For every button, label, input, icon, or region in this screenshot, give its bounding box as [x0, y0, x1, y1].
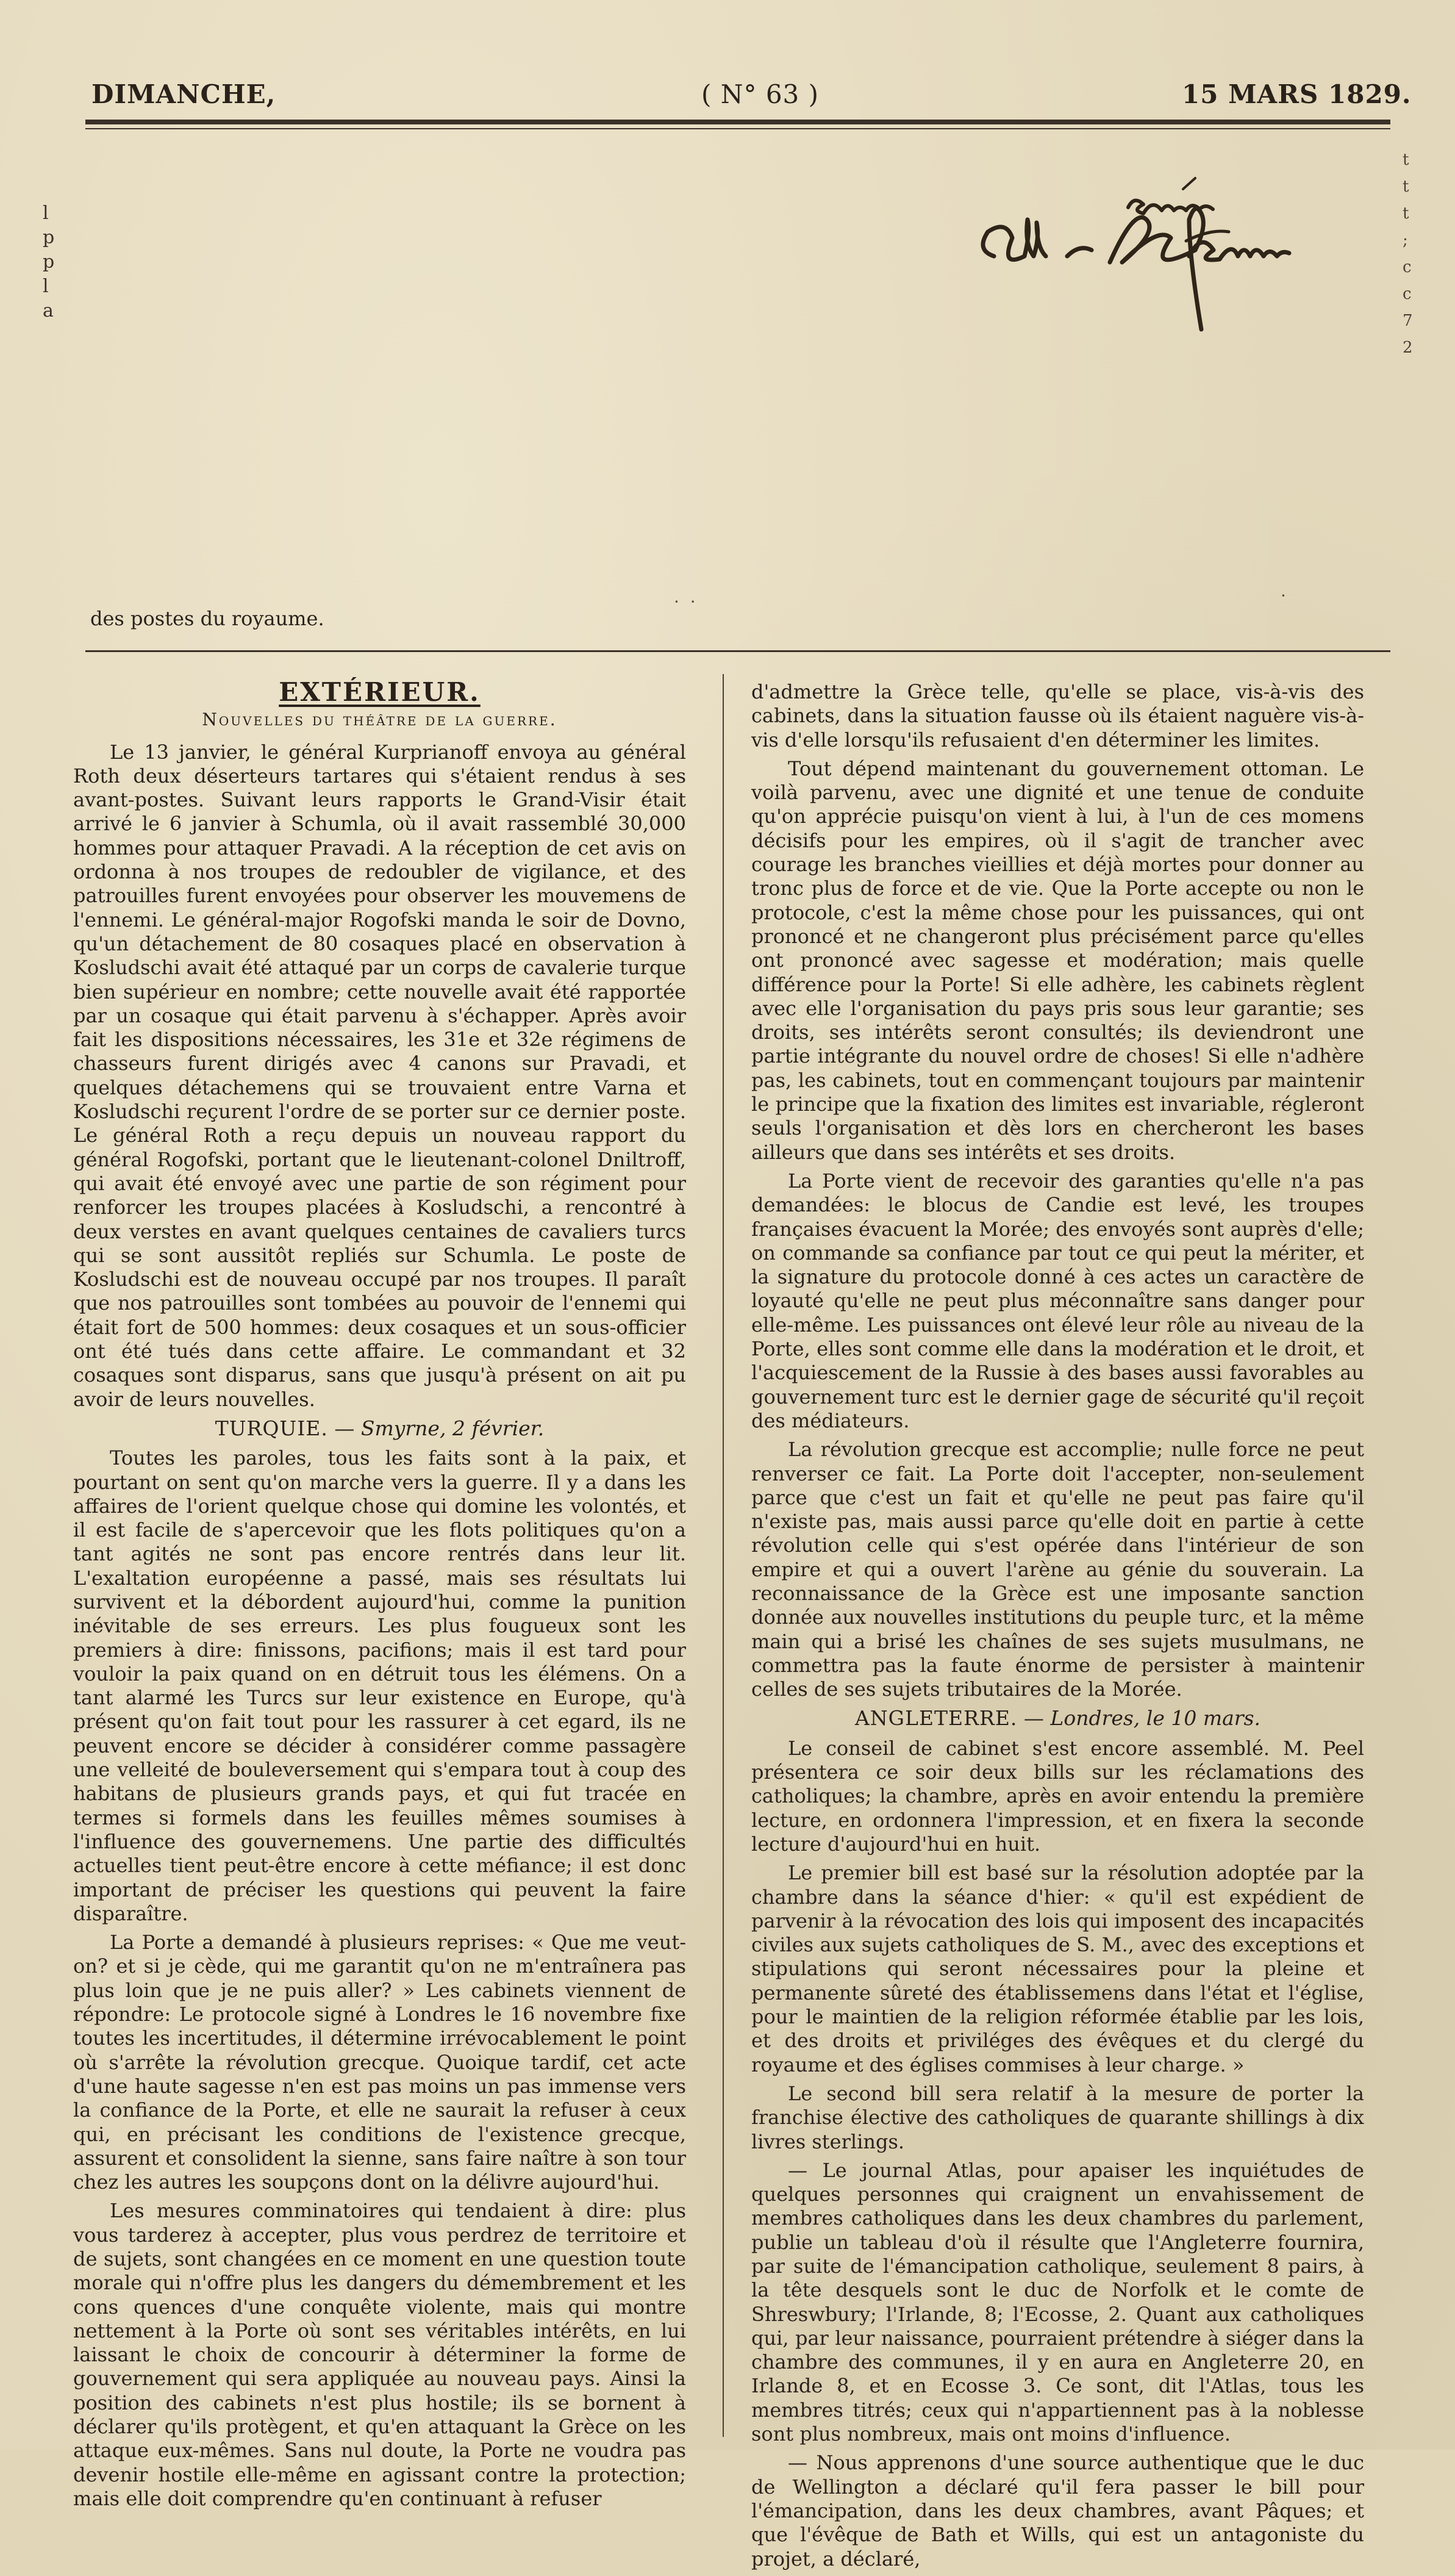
column-divider	[723, 674, 724, 2437]
margin-mark: 2	[1403, 339, 1413, 357]
dateline-place: Londres, le 10 mars.	[1050, 1706, 1261, 1731]
article-paragraph-continued: d'admettre la Grèce telle, qu'elle se place, vis-à-vis des cabinets, dans la situation fausse où ils étaient naguère vis-à-vis d'elle lorsqu'ils refusaient d'en déterminer les limites.	[751, 680, 1364, 752]
right-margin-marks	[1403, 146, 1413, 361]
section-subtitle: Nouvelles du théâtre de la guerre.	[202, 709, 557, 730]
margin-mark: p	[43, 227, 55, 248]
header-rule-thick	[85, 120, 1390, 124]
dateline-dash: —	[327, 1416, 361, 1440]
margin-mark: l	[43, 203, 49, 224]
left-column	[73, 677, 686, 2516]
margin-mark: t	[1403, 204, 1409, 223]
dateline-angleterre	[751, 1706, 1364, 1730]
dateline-country: TURQUIE.	[215, 1416, 328, 1440]
right-column	[751, 680, 1364, 2576]
section-rule	[85, 650, 1390, 652]
separator-dots: ·	[1281, 586, 1286, 606]
article-paragraph: Les mesures comminatoires qui tendaient à dire: plus vous tarderez à accepter, plus vous perdrez de territoire et de sujets, sont changées en ce moment en une question toute morale qui n'offre plus les dangers du démembrement et les cons quences d'une conquête violente, mais qui montre nettement à la Porte où sont ses véritables intérêts, en lui laissant le choix de concourir à déterminer la forme de gouvernement qui sera appliquée au nouveau pays. Ainsi la position des cabinets n'est plus hostile; ils se bornent à déclarer qu'ils protègent, et qu'en attaquant la Grèce on les attaque eux-mêmes. Sans nul doute, la Porte ne voudra pas devenir hostile elle-même en agissant contre la protection; mais elle doit comprendre qu'en continuant à refuser	[73, 2199, 686, 2510]
left-margin-marks	[43, 201, 54, 323]
article-paragraph: La révolution grecque est accomplie; nulle force ne peut renverser ce fait. La Porte doit l'accepter, non-seulement parce que c'est un fait et qu'elle ne peut pas faire qu'il n'existe pas, mais aussi parce qu'elle doit en partie à cette révolution celle qui s'est opérée dans l'intérieur de son empire et qui a ouvert l'arène au génie du souverain. La reconnaissance de la Grèce est une imposante sanction donnée aux nouvelles institutions du peuple turc, et la même main qui a brisé les chaînes de ses sujets musulmans, ne commettra pas la faute énorme de persister à maintenir celles de ses sujets tributaires de la Morée.	[751, 1438, 1364, 1701]
article-paragraph: Le second bill sera relatif à la mesure de porter la franchise élective des catholiques de quarante shillings à dix livres sterlings.	[751, 2081, 1364, 2153]
article-paragraph: Le conseil de cabinet s'est encore assemblé. M. Peel présentera ce soir deux bills sur les réclamations des catholiques; la chambre, après en avoir entendu la première lecture, en ordonnera l'impression, et en fixera la seconde lecture d'aujourd'hui en huit.	[751, 1736, 1364, 1856]
margin-mark: ;	[1403, 231, 1408, 249]
margin-mark: a	[43, 300, 54, 321]
margin-mark: t	[1403, 151, 1409, 169]
margin-mark: 7	[1403, 312, 1413, 330]
article-paragraph: — Nous apprenons d'une source authentique que le duc de Wellington a déclaré qu'il fera passer le bill pour l'émancipation, dans les deux chambres, avant Pâques; et que l'évêque de Bath et Wills, qui est un antagoniste du projet, a déclaré,	[751, 2451, 1364, 2571]
article-paragraph: La Porte vient de recevoir des garanties qu'elle n'a pas demandées: le blocus de Candie est levé, les troupes françaises évacuent la Morée; des envoyés sont auprès d'elle; on commande sa confiance par tout ce qui peut la mériter, et la signature du protocole donné à ces actes un caractère de loyauté qu'elle ne peut plus méconnaître sans danger pour elle-même. Les puissances ont élevé leur rôle au niveau de la Porte, elles sont comme elle dans la modération et le droit, et l'acquiescement de la Russie à des bases aussi favorables au gouvernement turc est le dernier gage de sécurité qu'il reçoit des médiateurs.	[751, 1169, 1364, 1432]
issue-number: ( N° 63 )	[701, 79, 820, 109]
header-rule-thin	[85, 128, 1390, 129]
article-paragraph: Le premier bill est basé sur la résolution adoptée par la chambre dans la séance d'hier: « qu'il est expédient de parvenir à la révocation des lois qui imposent des incapacités civiles aux sujets catholiques de S. M., avec des exceptions et stipulations qui seront nécessaires pour la pleine et permanente sûreté des établissemens dans l'état et l'église, pour le maintien de la religion réformée établie par les lois, et des droits et priviléges des évêques et du clergé du royaume et des églises commises à leur charge. »	[751, 1861, 1364, 2076]
dateline-country: ANGLETERRE.	[854, 1706, 1018, 1731]
margin-mark: p	[43, 251, 55, 273]
separator-dots: · ·	[674, 592, 696, 612]
article-paragraph: La Porte a demandé à plusieurs reprises: « Que me veut-on? et si je cède, qui me garantit qu'on ne m'entraînera pas plus loin que je ne puis aller? » Les cabinets viennent de répondre: Le protocole signé à Londres le 16 novembre fixe toutes les incertitudes, il détermine irrévocablement le point où s'arrête la révolution grecque. Quoique tardif, cet acte d'une haute sagesse n'en est pas moins un pas immense vers la confiance de la Porte, et elle ne saurait la refuser à ceux qui, en précisant les conditions de l'existence grecque, assurent et consolident la sienne, sans faire naître à son tour chez les autres les soupçons dont on la délivre aujourd'hui.	[73, 1931, 686, 2194]
margin-mark: t	[1403, 178, 1409, 196]
margin-mark: c	[1403, 258, 1412, 276]
article-paragraph: Toutes les paroles, tous les faits sont à la paix, et pourtant on sent qu'on marche vers la guerre. Il y a dans les affaires de l'orient quelque chose qui domine les volontés, et il est facile de s'apercevoir que les flots politiques qu'on a tant agités ne sont pas encore rentrés dans leur lit. L'exaltation européenne a passé, mais ses résultats lui survivent et la débordent aujourd'hui, comme la punition inévitable de ses erreurs. Les plus fougueux sont les premiers à dire: finissons, pacifions; mais il est tard pour vouloir la paix quand on en détruit tous les élémens. On a tant alarmé les Turcs sur leur existence en Europe, qu'à présent qu'on fait tout pour les rassurer à cet egard, ils ne peuvent encore se décider à considérer comme passagère une velleité de bouleversement qui s'empara tout à coup des habitans de plusieurs grands pays, et qui fut tracée en termes si formels dans les feuilles mêmes soumises à l'influence des gouvernemens. Une partie des difficultés actuelles tient peut-être encore à cette méfiance; il est donc important de préciser les questions qui peuvent la faire disparaître.	[73, 1446, 686, 1925]
postes-label: des postes du royaume.	[90, 607, 324, 630]
article-paragraph: — Le journal Atlas, pour apaiser les inquiétudes de quelques personnes qui craignent un envahissement de membres catholiques dans les deux chambres du parlement, publie un tableau d'où il résulte que l'Angleterre fournira, par suite de l'émancipation catholique, seulement 8 pairs, à la tête desquels sont le duc de Norfolk et le comte de Shreswbury; l'Irlande, 8; l'Ecosse, 2. Quant aux catholiques qui, par leur naissance, pourraient prétendre à siéger dans la chambre des communes, il y en aura en Angleterre 20, en Irlande 8, et en Ecosse 3. Ce sont, dit l'Atlas, tous les membres titrés; ceux qui n'appartiennent pas à la noblesse sont plus nombreux, mais ont moins d'influence.	[751, 2158, 1364, 2446]
margin-mark: l	[43, 276, 49, 297]
header-date: 15 MARS 1829.	[1182, 79, 1412, 109]
article-paragraph: Tout dépend maintenant du gouvernement ottoman. Le voilà parvenu, avec une dignité et une tenue de conduite qu'on apprécie puisqu'on vient à lui, à l'un de ces momens décisifs pour les empires, où il s'agit de trancher avec courage les branches vieillies et déjà mortes pour donner au tronc plus de force et de vie. Que la Porte accepte ou non le protocole, c'est la même chose pour les puissances, qui ont prononcé et ne changeront plus précisément parce qu'elles ont prononcé avec sagesse et modération; mais quelle différence pour la Porte! Si elle adhère, les cabinets règlent avec elle l'organisation du pays pris sous leur garantie; ses droits, ses intérêts seront consultés; ils deviendront une partie intégrante du nouvel ordre de choses! Si elle n'adhère pas, les cabinets, tout en commençant toujours par maintenir le principe que la fixation des limites est invariable, régleront seuls l'organisation et dès lors en chercheront les bases ailleurs que dans ses intérêts et ses droits.	[751, 756, 1364, 1164]
handwritten-signature	[976, 165, 1329, 366]
header-day: DIMANCHE,	[91, 79, 276, 109]
dateline-turquie	[73, 1416, 686, 1440]
section-title-exterieur: EXTÉRIEUR.	[279, 677, 481, 707]
dateline-place: Smyrne, 2 février.	[360, 1416, 545, 1440]
dateline-dash: —	[1017, 1706, 1051, 1731]
article-paragraph: Le 13 janvier, le général Kurprianoff envoya au général Roth deux déserteurs tartares qui s'étaient rendus à ses avant-postes. Suivant leurs rapports le Grand-Visir était arrivé le 6 janvier à Schumla, où il avait rassemblé 30,000 hommes pour attaquer Pravadi. A la réception de cet avis on ordonna à nos troupes de redoubler de vigilance, et des patrouilles furent envoyées pour observer les mouvemens de l'ennemi. Le général-major Rogofski manda le soir de Dovno, qu'un détachement de 80 cosaques placé en observation à Kosludschi avait été attaqué par un corps de cavalerie turque bien supérieur en nombre; cette nouvelle avait été rapportée par un cosaque qui était parvenu à s'échapper. Après avoir fait les dispositions nécessaires, les 31e et 32e régimens de chasseurs furent dirigés avec 4 canons sur Pravadi, et quelques détachemens qui se trouvaient entre Varna et Kosludschi reçurent l'ordre de se porter sur ce dernier poste. Le général Roth a reçu depuis un nouveau rapport du général Rogofski, portant que le lieutenant-colonel Dniltroff, qui avait été envoyé avec une partie de son régiment pour renforcer les troupes placées à Kosludschi, a rencontré à deux verstes en avant quelques centaines de cavaliers turcs qui se sont aussitôt repliés sur Schumla. Le poste de Kosludschi est de nouveau occupé par nos troupes. Il paraît que nos patrouilles sont tombées au pouvoir de l'ennemi qui était fort de 500 hommes: deux cosaques et un sous-officier ont été tués dans cette affaire. Le commandant et 32 cosaques sont disparus, sans que jusqu'à présent on ait pu avoir de leurs nouvelles.	[73, 740, 686, 1411]
margin-mark: c	[1403, 285, 1412, 303]
